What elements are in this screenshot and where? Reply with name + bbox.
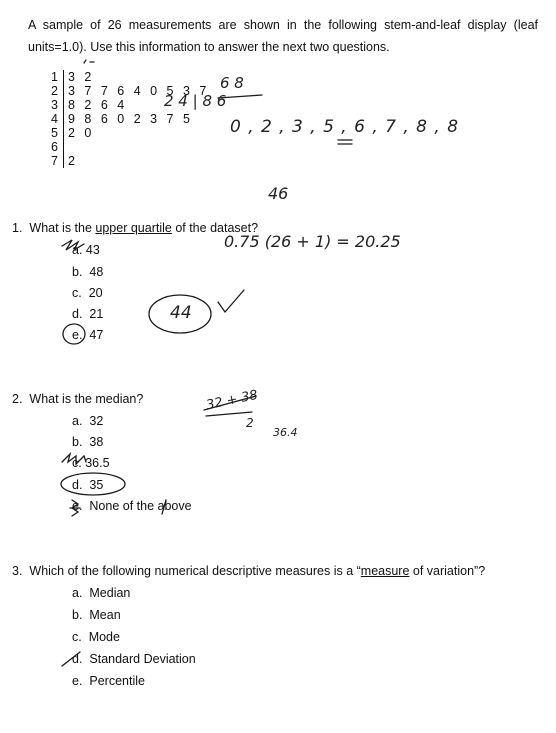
question-3 [12, 563, 485, 579]
option-text: 32 [89, 414, 104, 428]
option-text: Median [89, 586, 131, 600]
option-1e[interactable] [72, 327, 103, 343]
stem-leaf-row [44, 112, 209, 126]
question-number: 3. [12, 564, 23, 578]
question-text: of the dataset? [171, 221, 259, 235]
option-2b[interactable] [72, 434, 103, 450]
leaves: 9 8 6 0 2 3 7 5 [63, 112, 193, 126]
option-letter: b. [72, 435, 83, 449]
question-1 [12, 220, 258, 236]
option-letter: b. [72, 608, 83, 622]
stem-leaf-row [44, 70, 209, 84]
option-text: None of the above [89, 499, 192, 513]
stem: 3 [51, 98, 58, 112]
option-text: Percentile [89, 674, 145, 688]
leaves: 8 2 6 4 [63, 98, 127, 112]
leaves: 3 7 7 6 4 0 5 3 7 [63, 84, 209, 98]
leaves: 2 0 [63, 126, 94, 140]
option-letter: a. [72, 586, 83, 600]
option-3e[interactable] [72, 673, 145, 689]
option-letter: b. [72, 265, 83, 279]
option-letter: a. [72, 414, 83, 428]
option-text: 36.5 [85, 456, 110, 470]
hw-tick-marks [84, 60, 94, 63]
option-text: 21 [89, 307, 104, 321]
hw-margin-digits: 6 8 [220, 74, 244, 92]
stem: 4 [51, 112, 58, 126]
hw-check-mark [218, 290, 244, 312]
option-letter: a. [72, 243, 83, 257]
option-letter: e. [72, 499, 83, 513]
intro-paragraph: A sample of 26 measurements are shown in the following stem-and-leaf display (leaf units=1.0). Use this information to answer the next two questions. [28, 18, 538, 54]
option-text: Mode [88, 630, 120, 644]
stem: 1 [51, 70, 58, 84]
option-text: 47 [89, 328, 104, 342]
option-text: 20 [88, 286, 103, 300]
option-2d[interactable] [72, 477, 103, 493]
question-text: Which of the following numerical descriptive measures is a “ [29, 564, 361, 578]
option-letter: d. [72, 478, 83, 492]
question-underlined: measure [360, 564, 410, 578]
stem: 6 [51, 140, 58, 154]
hw-margin-row: 2 4 | 8 6 [164, 92, 227, 110]
option-text: Standard Deviation [89, 652, 196, 666]
question-text: of variation”? [409, 564, 486, 578]
option-text: 38 [89, 435, 104, 449]
option-text: Mean [89, 608, 121, 622]
option-3c[interactable] [72, 629, 120, 645]
question-text: What is the [29, 221, 96, 235]
option-letter: d. [72, 652, 83, 666]
option-letter: e. [72, 328, 83, 342]
option-text: 48 [89, 265, 104, 279]
option-text: 43 [85, 243, 100, 257]
leaves: 3 2 [63, 70, 94, 84]
question-text: What is the median? [29, 392, 144, 406]
option-3a[interactable] [72, 585, 130, 601]
option-2a[interactable] [72, 413, 103, 429]
option-text: 35 [89, 478, 104, 492]
stem: 2 [51, 84, 58, 98]
option-3b[interactable] [72, 607, 121, 623]
hw-median-36: 36.4 [273, 426, 298, 439]
option-3d[interactable] [72, 651, 196, 667]
stem: 5 [51, 126, 58, 140]
question-number: 1. [12, 221, 23, 235]
hw-quartile-calc: 0.75 (26 + 1) = 20.25 [224, 232, 401, 251]
leaves: 2 [63, 154, 78, 168]
option-1b[interactable] [72, 264, 103, 280]
hw-sorted-list: 0 , 2 , 3 , 5 , 6 , 7 , 8 , 8 [230, 117, 460, 137]
stem-leaf-row [44, 154, 209, 168]
option-letter: d. [72, 307, 83, 321]
hw-underline-5 [338, 140, 352, 144]
option-1c[interactable] [72, 285, 103, 301]
option-letter: e. [72, 674, 83, 688]
hw-note-46: 46 [268, 184, 289, 203]
option-letter: c. [72, 630, 82, 644]
option-2c[interactable] [72, 455, 110, 471]
option-letter: c. [72, 286, 82, 300]
leaves [63, 140, 68, 154]
stem: 7 [51, 154, 58, 168]
stem-leaf-row [44, 126, 209, 140]
option-1a[interactable] [72, 242, 100, 258]
question-2 [12, 391, 143, 407]
option-2e[interactable] [72, 498, 192, 514]
stem-leaf-display [44, 70, 209, 168]
option-1d[interactable] [72, 306, 103, 322]
hw-median-calc: 32 + 38 [205, 387, 260, 414]
option-letter: c. [72, 456, 82, 470]
hw-circled-answer: 44 [170, 303, 192, 323]
question-underlined: upper quartile [95, 221, 172, 235]
stem-leaf-row [44, 140, 209, 154]
hw-median-denominator: 2 [246, 416, 254, 430]
question-number: 2. [12, 392, 23, 406]
